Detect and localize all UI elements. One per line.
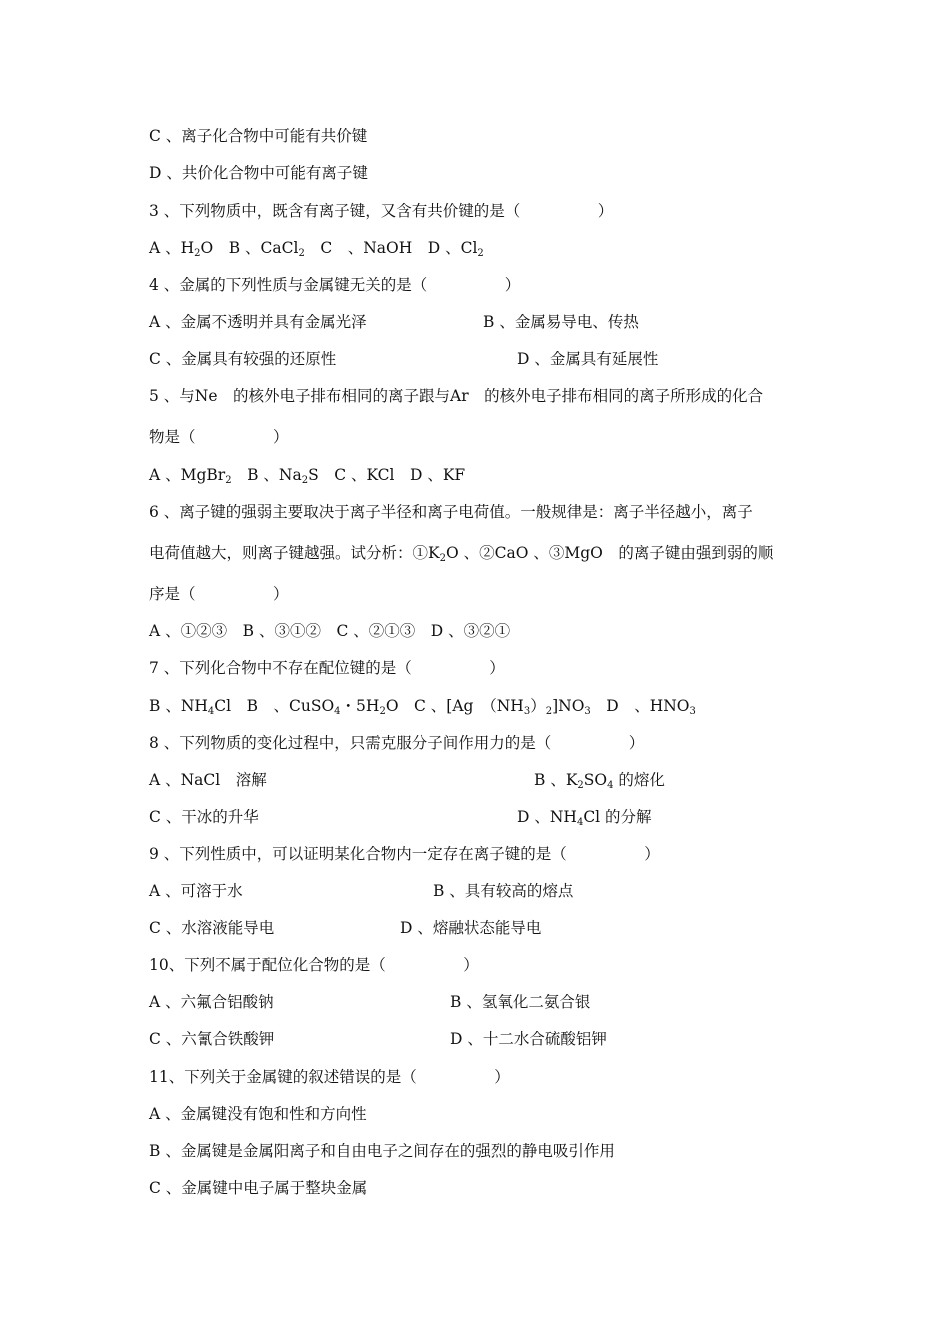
text-line-l19: [149, 807, 652, 828]
text-segment: D 、熔融状态能导电: [400, 919, 542, 937]
subscript: 2: [439, 553, 446, 564]
subscript: 2: [301, 475, 309, 486]
column-group: [450, 1029, 607, 1049]
subscript: 3: [689, 706, 696, 717]
text-segment: B 、Na: [231, 466, 302, 484]
text-segment: C 、NaOH D 、Cl: [304, 239, 478, 257]
text-line-l12: [149, 543, 773, 563]
text-line-l3: [149, 201, 613, 221]
text-segment: A 、可溶于水: [149, 882, 243, 900]
text-segment: O 、②CaO 、③MgO 的离子键由强到弱的顺: [445, 544, 774, 562]
text-segment: B 、金属键是金属阳离子和自由电子之间存在的强烈的静电吸引作用: [149, 1142, 615, 1160]
text-segment: O B 、CaCl: [200, 239, 299, 257]
text-line-l2: [149, 163, 368, 183]
text-segment: A 、金属不透明并具有金属光泽: [149, 313, 367, 331]
text-line-l24: [149, 992, 591, 1012]
text-line-l11: [149, 502, 753, 522]
text-line-l16: [149, 696, 696, 716]
text-segment: B 、具有较高的熔点: [433, 882, 574, 900]
text-segment: C 、离子化合物中可能有共价键: [149, 127, 368, 145]
text-line-l26: [149, 1067, 510, 1087]
text-segment: 物是（ ）: [149, 428, 289, 446]
text-line-l29: [149, 1178, 367, 1198]
text-segment: C 、干冰的升华: [149, 808, 259, 826]
column-group: [483, 312, 639, 332]
text-segment: 电荷值越大，则离子键越强。试分析：①K: [149, 544, 440, 562]
text-segment: B 、金属易导电、传热: [483, 313, 639, 331]
column-group: [517, 349, 658, 369]
text-segment: ]NO: [552, 697, 585, 715]
text-segment: Cl B 、CuSO: [214, 697, 335, 715]
text-segment: 6 、离子键的强弱主要取决于离子半径和离子电荷值。一般规律是：离子半径越小，离子: [149, 503, 753, 521]
subscript: 2: [298, 248, 305, 259]
text-segment: 11、下列关于金属键的叙述错误的是（ ）: [149, 1068, 510, 1086]
text-segment: A 、①②③ B 、③①② C 、②①③ D 、③②①: [149, 622, 511, 640]
subscript: 4: [334, 706, 341, 717]
text-segment: A 、MgBr: [149, 466, 226, 484]
text-segment: 7 、下列化合物中不存在配位键的是（ ）: [149, 659, 505, 677]
text-line-l28: [149, 1141, 615, 1161]
subscript: 4: [576, 817, 584, 828]
text-segment: 5 、与Ne 的核外电子排布相同的离子跟与Ar 的核外电子排布相同的离子所形成的化合: [149, 387, 764, 405]
subscript: 3: [584, 706, 591, 717]
text-segment: C 、金属具有较强的还原性: [149, 350, 337, 368]
text-segment: B 、K: [534, 771, 578, 789]
subscript: 2: [379, 706, 386, 717]
text-segment: B 、氢氧化二氨合银: [450, 993, 591, 1011]
subscript: 4: [207, 706, 215, 717]
text-segment: 的熔化: [613, 771, 665, 789]
text-line-l14: [149, 621, 510, 641]
text-segment: D 、HNO: [590, 697, 690, 715]
text-line-l10: [149, 465, 465, 485]
subscript: 2: [577, 780, 584, 791]
text-line-l21: [149, 881, 574, 901]
subscript: 2: [225, 475, 232, 486]
text-segment: A 、NaCl 溶解: [149, 771, 267, 789]
text-line-l5: [149, 275, 520, 295]
text-segment: C 、金属键中电子属于整块金属: [149, 1179, 368, 1197]
text-line-l25: [149, 1029, 607, 1049]
text-segment: 4 、金属的下列性质与金属键无关的是（ ）: [149, 276, 521, 294]
column-group: [517, 807, 652, 827]
text-segment: D 、NH: [517, 808, 577, 826]
text-segment: 8 、下列物质的变化过程中，只需克服分子间作用力的是（ ）: [149, 734, 645, 752]
text-segment: A 、金属键没有饱和性和方向性: [149, 1105, 367, 1123]
text-segment: D 、金属具有延展性: [517, 350, 659, 368]
text-line-l15: [149, 658, 505, 678]
column-group: [400, 918, 541, 938]
text-segment: A 、H: [149, 239, 195, 257]
text-segment: ・5H: [340, 697, 380, 715]
text-line-l22: [149, 918, 542, 938]
text-line-l27: [149, 1104, 367, 1124]
text-segment: SO: [583, 771, 608, 789]
subscript: 2: [477, 248, 484, 259]
text-segment: A 、六氟合铝酸钠: [149, 993, 274, 1011]
text-line-l18: [149, 770, 665, 791]
text-segment: C 、水溶液能导电: [149, 919, 275, 937]
text-segment: S C 、KCl D 、KF: [308, 466, 466, 484]
text-line-l1: [149, 126, 367, 146]
text-segment: Cl 的分解: [583, 808, 652, 826]
text-segment: 9 、下列性质中，可以证明某化合物内一定存在离子键的是（ ）: [149, 845, 660, 863]
text-segment: D 、共价化合物中可能有离子键: [149, 164, 368, 182]
column-group: [450, 992, 590, 1012]
text-line-l13: [149, 584, 289, 604]
subscript: 2: [545, 706, 553, 717]
column-group: [534, 770, 665, 790]
text-segment: ）: [530, 697, 546, 715]
text-line-l6: [149, 312, 639, 332]
text-segment: 10、下列不属于配位化合物的是（ ）: [149, 956, 479, 974]
text-segment: B 、NH: [149, 697, 208, 715]
column-group: [433, 881, 573, 901]
text-segment: 序是（ ）: [149, 585, 289, 603]
text-line-l4: [149, 238, 484, 258]
text-segment: D 、十二水合硫酸铝钾: [450, 1030, 607, 1048]
subscript: 2: [194, 248, 201, 259]
text-segment: 3 、下列物质中，既含有离子键，又含有共价键的是（ ）: [149, 202, 614, 220]
subscript: 3: [523, 706, 531, 717]
text-line-l17: [149, 733, 644, 753]
text-line-l8: [149, 386, 763, 406]
text-segment: C 、六氰合铁酸钾: [149, 1030, 275, 1048]
text-line-l7: [149, 349, 659, 369]
text-line-l9: [149, 427, 289, 447]
subscript: 4: [607, 780, 614, 791]
text-segment: O C 、[Ag （NH: [385, 697, 524, 715]
text-line-l23: [149, 955, 479, 975]
text-line-l20: [149, 844, 660, 864]
